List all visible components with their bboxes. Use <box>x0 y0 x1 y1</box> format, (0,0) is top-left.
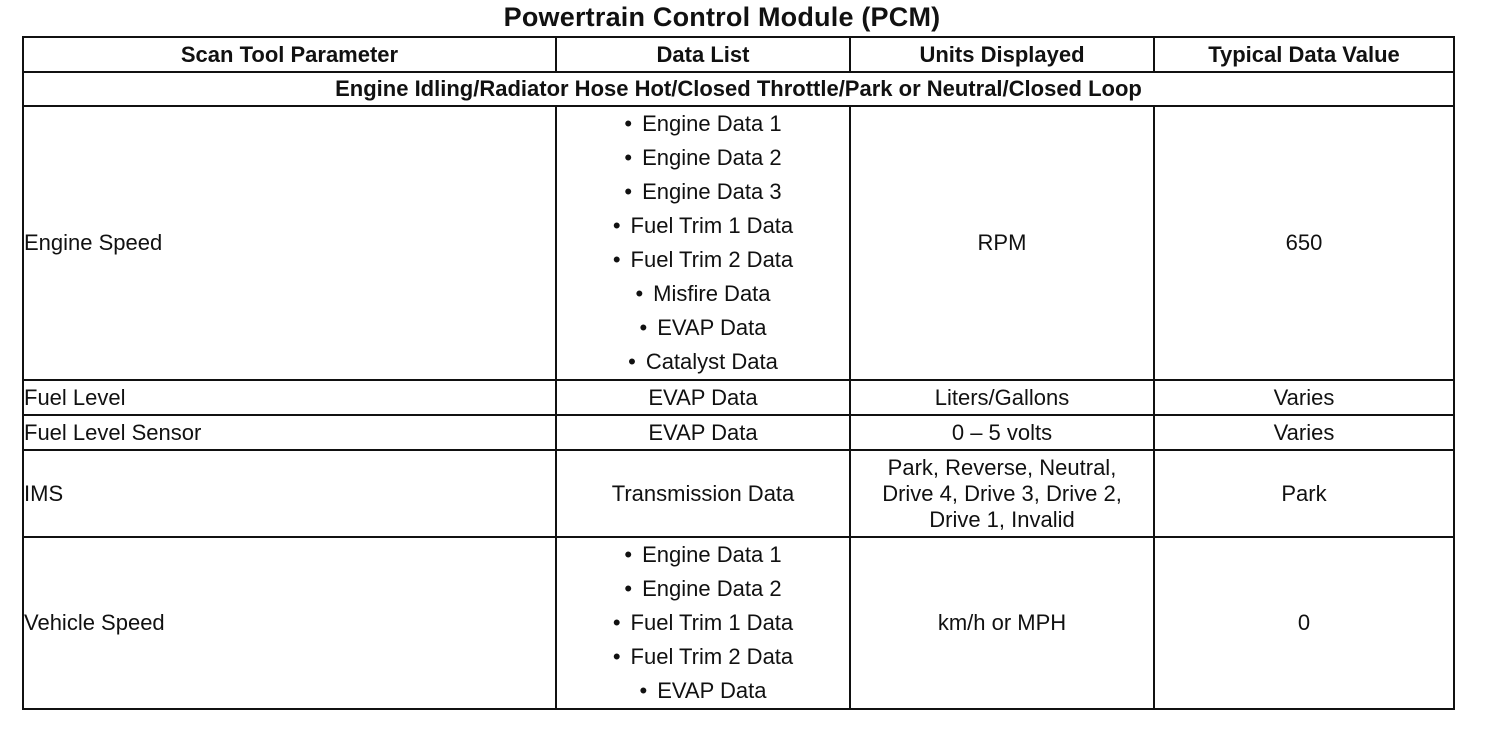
data-list-cell: EVAP Data <box>556 415 850 450</box>
units-cell: RPM <box>850 106 1154 380</box>
data-list-item: • Fuel Trim 1 Data <box>557 606 849 640</box>
data-list-cell <box>556 106 850 380</box>
data-list-item: • EVAP Data <box>557 311 849 345</box>
parameter-cell: Fuel Level Sensor <box>23 415 556 450</box>
document-title: Powertrain Control Module (PCM) <box>503 2 941 32</box>
data-list <box>557 107 849 379</box>
units-line: Drive 1, Invalid <box>929 506 1075 532</box>
header-data-list: Data List <box>556 37 850 72</box>
parameter-cell: Engine Speed <box>23 106 556 380</box>
table-row <box>23 450 1454 537</box>
data-list-cell <box>556 537 850 709</box>
typical-value-cell: 0 <box>1154 537 1454 709</box>
test-condition: Engine Idling/Radiator Hose Hot/Closed Throttle/Park or Neutral/Closed Loop <box>23 72 1454 106</box>
table-row <box>23 106 1454 380</box>
parameter-cell: Fuel Level <box>23 380 556 415</box>
header-scan-tool-parameter: Scan Tool Parameter <box>23 37 556 72</box>
data-list-item: • Engine Data 2 <box>557 141 849 175</box>
units-cell: Liters/Gallons <box>850 380 1154 415</box>
data-list-item: • Misfire Data <box>557 277 849 311</box>
typical-value-cell: 650 <box>1154 106 1454 380</box>
data-list-item: • Engine Data 3 <box>557 175 849 209</box>
typical-value-cell: Varies <box>1154 380 1454 415</box>
units-cell: 0 – 5 volts <box>850 415 1154 450</box>
pcm-data-table <box>22 36 1455 710</box>
table-row <box>23 537 1454 709</box>
data-list <box>557 538 849 708</box>
header-units-displayed: Units Displayed <box>850 37 1154 72</box>
header-typical-data-value: Typical Data Value <box>1154 37 1454 72</box>
units-cell: km/h or MPH <box>850 537 1154 709</box>
data-list-cell: Transmission Data <box>556 450 850 537</box>
table-row <box>23 415 1454 450</box>
parameter-cell: Vehicle Speed <box>23 537 556 709</box>
units-line: Drive 4, Drive 3, Drive 2, <box>882 480 1122 506</box>
data-list-item: • Engine Data 1 <box>557 107 849 141</box>
data-list-item: • Fuel Trim 2 Data <box>557 640 849 674</box>
typical-value-cell: Varies <box>1154 415 1454 450</box>
data-list-item: • EVAP Data <box>557 674 849 708</box>
table-header-row <box>23 37 1454 72</box>
data-list-item: • Fuel Trim 1 Data <box>557 209 849 243</box>
data-list-item: • Engine Data 2 <box>557 572 849 606</box>
typical-value-cell: Park <box>1154 450 1454 537</box>
units-cell <box>850 450 1154 537</box>
condition-row <box>23 72 1454 106</box>
table-row <box>23 380 1454 415</box>
data-list-cell: EVAP Data <box>556 380 850 415</box>
data-list-item: • Engine Data 1 <box>557 538 849 572</box>
data-list-item: • Catalyst Data <box>557 345 849 379</box>
units-line: Park, Reverse, Neutral, <box>887 454 1117 480</box>
parameter-cell: IMS <box>23 450 556 537</box>
data-list-item: • Fuel Trim 2 Data <box>557 243 849 277</box>
